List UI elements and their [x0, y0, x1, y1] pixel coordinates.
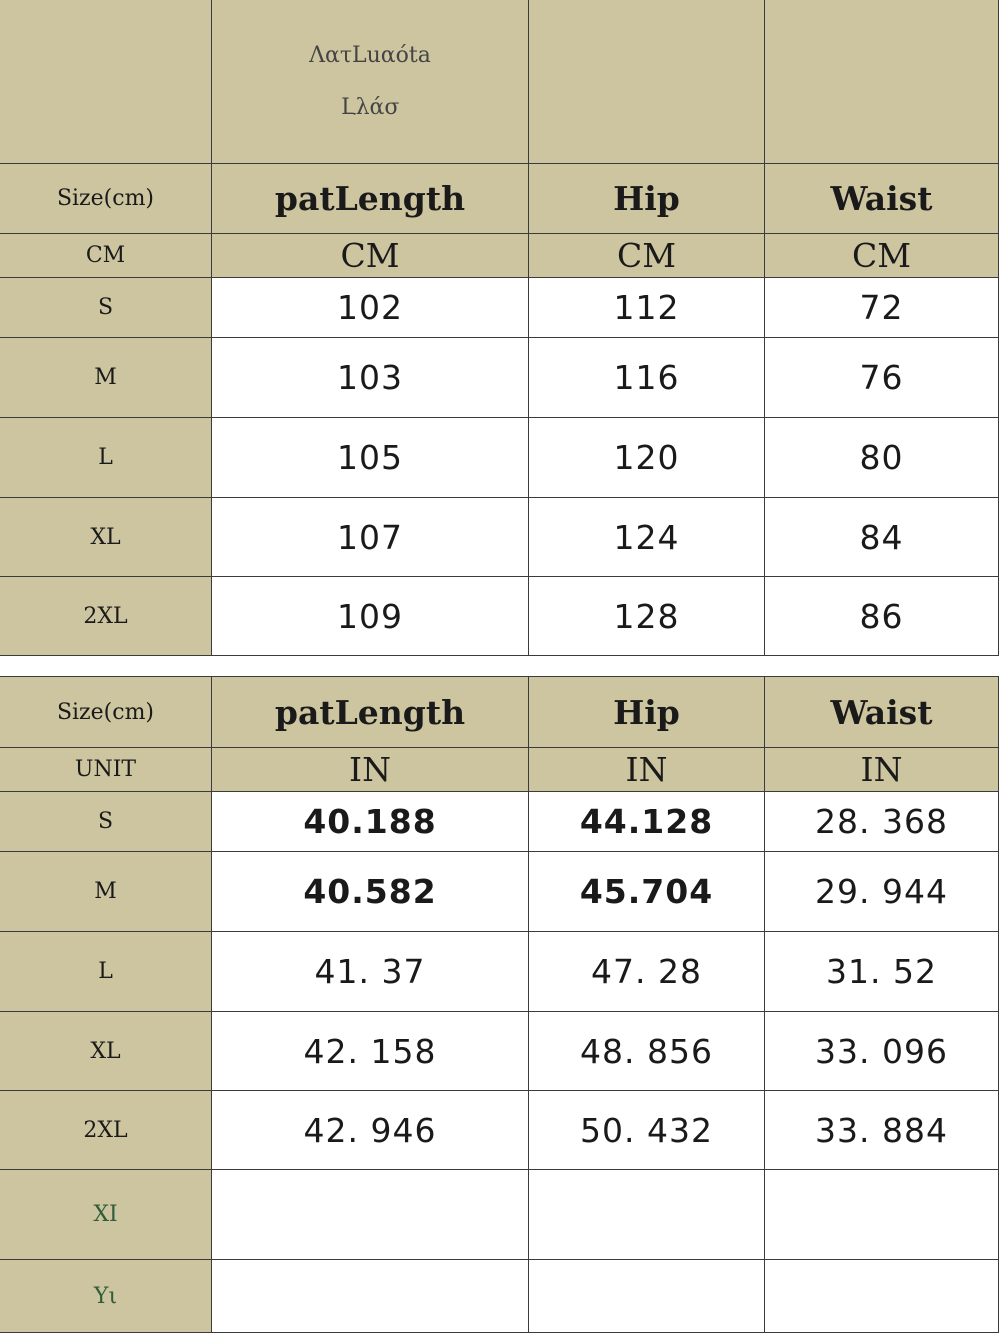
in-hip-header: Hip [529, 676, 765, 748]
cm-hip-s: 112 [529, 278, 765, 338]
cm-waist-xl: 84 [765, 498, 999, 577]
in-length-xl: 42. 158 [212, 1012, 529, 1091]
in-size-m: M [0, 852, 212, 932]
in-hip-s: 44.128 [529, 792, 765, 852]
in-waist-xl: 33. 096 [765, 1012, 999, 1091]
cm-length-s: 102 [212, 278, 529, 338]
in-size-s: S [0, 792, 212, 852]
cm-length-2xl: 109 [212, 577, 529, 656]
in-unit-label: UNIT [0, 748, 212, 792]
in-length-l: 41. 37 [212, 932, 529, 1012]
cm-waist-2xl: 86 [765, 577, 999, 656]
garbled-title [212, 0, 529, 164]
cm-length-header: patLength [212, 164, 529, 234]
cm-hip-l: 120 [529, 418, 765, 498]
extra-row-label-2: Yι [0, 1260, 212, 1333]
cm-size-s: S [0, 278, 212, 338]
garbled-title-line1: ΛατLuαόta [309, 42, 431, 68]
in-hip-m: 45.704 [529, 852, 765, 932]
cm-hip-xl: 124 [529, 498, 765, 577]
header-blank-cell [765, 0, 999, 164]
cm-hip-2xl: 128 [529, 577, 765, 656]
in-waist-s: 28. 368 [765, 792, 999, 852]
cm-unit-waist: CM [765, 234, 999, 278]
empty-cell [765, 1170, 999, 1260]
empty-cell [529, 1260, 765, 1333]
header-blank-cell [529, 0, 765, 164]
in-size-2xl: 2XL [0, 1091, 212, 1170]
in-waist-m: 29. 944 [765, 852, 999, 932]
in-hip-l: 47. 28 [529, 932, 765, 1012]
in-unit-length: IN [212, 748, 529, 792]
empty-cell [212, 1170, 529, 1260]
in-unit-hip: IN [529, 748, 765, 792]
table-spacer [0, 656, 999, 676]
empty-cell [529, 1170, 765, 1260]
in-hip-2xl: 50. 432 [529, 1091, 765, 1170]
cm-hip-m: 116 [529, 338, 765, 418]
in-hip-xl: 48. 856 [529, 1012, 765, 1091]
garbled-title-line2: Լλάσ [340, 94, 400, 120]
in-unit-waist: IN [765, 748, 999, 792]
in-size-header: Size(cm) [0, 676, 212, 748]
cm-length-m: 103 [212, 338, 529, 418]
in-length-header: patLength [212, 676, 529, 748]
cm-waist-header: Waist [765, 164, 999, 234]
empty-cell [212, 1260, 529, 1333]
cm-length-l: 105 [212, 418, 529, 498]
cm-unit-length: CM [212, 234, 529, 278]
in-length-s: 40.188 [212, 792, 529, 852]
cm-length-xl: 107 [212, 498, 529, 577]
cm-hip-header: Hip [529, 164, 765, 234]
in-size-xl: XL [0, 1012, 212, 1091]
in-waist-l: 31. 52 [765, 932, 999, 1012]
cm-unit-label: CM [0, 234, 212, 278]
in-length-2xl: 42. 946 [212, 1091, 529, 1170]
corner-cell [0, 0, 212, 164]
cm-size-xl: XL [0, 498, 212, 577]
cm-size-2xl: 2XL [0, 577, 212, 656]
extra-row-label-1: XI [0, 1170, 212, 1260]
empty-cell [765, 1260, 999, 1333]
cm-waist-s: 72 [765, 278, 999, 338]
in-waist-header: Waist [765, 676, 999, 748]
in-size-l: L [0, 932, 212, 1012]
cm-waist-m: 76 [765, 338, 999, 418]
cm-unit-hip: CM [529, 234, 765, 278]
cm-size-header: Size(cm) [0, 164, 212, 234]
cm-size-m: M [0, 338, 212, 418]
in-length-m: 40.582 [212, 852, 529, 932]
cm-size-l: L [0, 418, 212, 498]
cm-waist-l: 80 [765, 418, 999, 498]
in-waist-2xl: 33. 884 [765, 1091, 999, 1170]
